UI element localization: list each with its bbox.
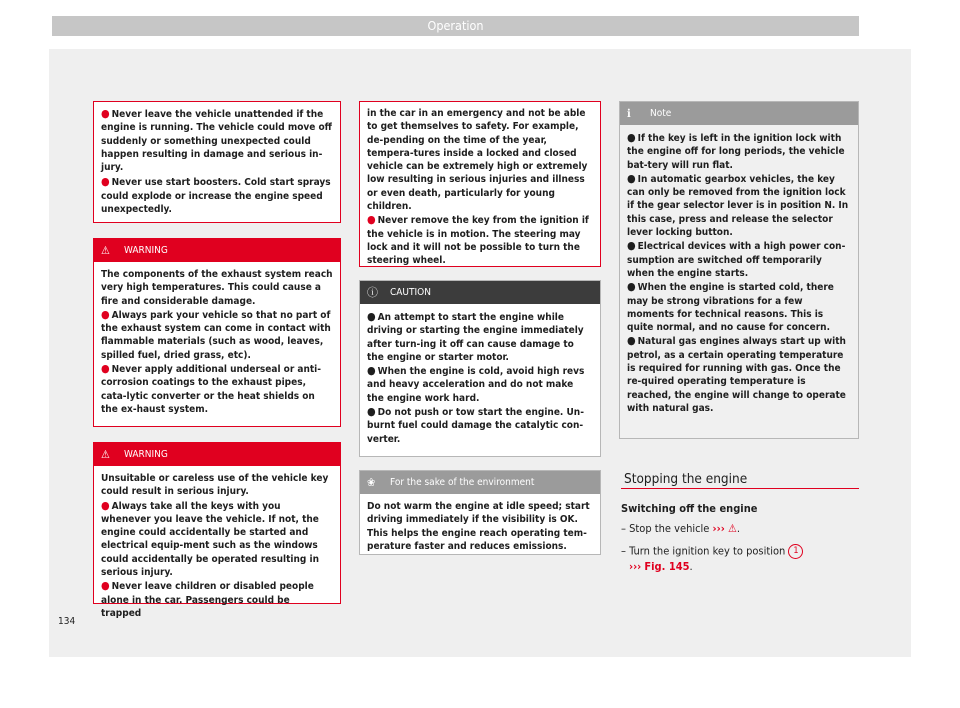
list-item: ● When the engine is started cold, there may be strong vibrations for a few moments for technical reasons. This is quite normal, and no cause for concern. xyxy=(627,280,834,334)
list-item: ● Never use start boosters. Cold start sprays could explode or increase the engine speed unexpectedly. xyxy=(101,175,331,216)
list-item: ● An attempt to start the engine while driving or starting the engine immediately after turn-ing it off can cause damage to the engine or starter motor. xyxy=(367,310,584,363)
list-item: ● In automatic gearbox vehicles, the key can only be removed from the ignition lock if the gear selector lever is in position N. In this case, press and release the selector lever locking button. xyxy=(627,171,849,239)
warning-triangle-icon: ⚠ xyxy=(101,244,110,257)
environment-text: Do not warm the engine at idle speed; start driving immediately if the visibility is OK. This helps the engine reach operating tem-perature faster and reduces emissions. xyxy=(367,501,590,552)
warning-continued-box-2 xyxy=(359,101,601,267)
figure-reference[interactable]: ››› Fig. 145. xyxy=(629,560,693,573)
caution-header: ⓘ CAUTION xyxy=(360,281,600,304)
warning-box-exhaust xyxy=(93,238,341,427)
list-item: ● Never leave children or disabled people alone in the car. Passengers could be trapped xyxy=(101,579,314,619)
step-2: – Turn the ignition key to position 1 xyxy=(621,544,803,559)
section-divider xyxy=(621,488,859,489)
warning-continued-box xyxy=(93,101,341,223)
warning-intro: The components of the exhaust system reach very high temperatures. This could cause a fire and considerable damage. xyxy=(101,269,333,307)
list-item: ● Natural gas engines always start up with petrol, as a certain operating temperature is required for running with gas. Once the re-quired operating temperature is reached, the engine will change to operate with natural gas. xyxy=(627,334,846,414)
list-item: ● Always take all the keys with you whenever you leave the vehicle. If not, the engine could accidentally be started and electrical equip-ment such as the windows could accidentally be operated resulting in serious injury. xyxy=(101,498,319,579)
page-number: 134 xyxy=(58,616,76,627)
list-item: ● Never remove the key from the ignition if the vehicle is in motion. The steering may lock and it will not be possible to turn the steering wheel. xyxy=(367,213,589,267)
reference-arrow[interactable]: ››› xyxy=(712,522,725,535)
warning-triangle-icon[interactable]: ⚠ xyxy=(727,522,737,535)
section-title: Stopping the engine xyxy=(624,471,748,487)
info-icon: ℹ xyxy=(627,107,631,120)
warning-header: ⚠ WARNING xyxy=(94,239,340,262)
warning-intro: Unsuitable or careless use of the vehicle key could result in serious injury. xyxy=(101,473,329,498)
list-item: ● Do not push or tow start the engine. Un-burnt fuel could damage the catalytic con-verter. xyxy=(367,405,584,445)
caution-box xyxy=(359,280,601,457)
warning-box-keys xyxy=(93,442,341,619)
warning-triangle-icon: ⚠ xyxy=(101,448,110,461)
subheading: Switching off the engine xyxy=(621,502,758,515)
warning-header: ⚠ WARNING xyxy=(94,443,340,466)
list-item: ● Always park your vehicle so that no part of the exhaust system can come in contact with flammable materials (such as wood, leaves, spilled fuel, dried grass, etc). xyxy=(101,307,331,361)
warning-text: in the car in an emergency and not be able to get themselves to safety. For example, de-pending on the time of the year, tempera-tures inside a locked and closed vehicle can be extremely high or extremely low resulting in serious injuries and illness or even death, particularly for young children. xyxy=(367,108,588,213)
list-item: ● Never leave the vehicle unattended if the engine is running. The vehicle could move off suddenly or something unexpected could happen resulting in damage and serious in-jury. xyxy=(101,107,332,174)
note-box xyxy=(619,101,859,439)
environment-box xyxy=(359,470,601,555)
caution-circle-icon: ⓘ xyxy=(367,286,378,299)
list-item: ● If the key is left in the ignition lock with the engine off for long periods, the vehicle bat-tery will run flat. xyxy=(627,131,845,171)
page-header: Operation xyxy=(52,16,859,36)
environment-header: ❀ For the sake of the environment xyxy=(360,471,600,494)
flower-icon: ❀ xyxy=(367,476,376,489)
list-item: ● Electrical devices with a high power con-sumption are switched off temporarily when the engine starts. xyxy=(627,239,846,279)
note-header: ℹ Note xyxy=(620,102,858,125)
position-marker: 1 xyxy=(788,544,803,559)
step-1: – Stop the vehicle ››› ⚠. xyxy=(621,522,740,535)
list-item: ● When the engine is cold, avoid high revs and heavy acceleration and do not make the engine work hard. xyxy=(367,364,585,404)
list-item: ● Never apply additional underseal or anti-corrosion coatings to the exhaust pipes, cata-lytic converter or the heat shields on the ex-haust system. xyxy=(101,362,321,415)
